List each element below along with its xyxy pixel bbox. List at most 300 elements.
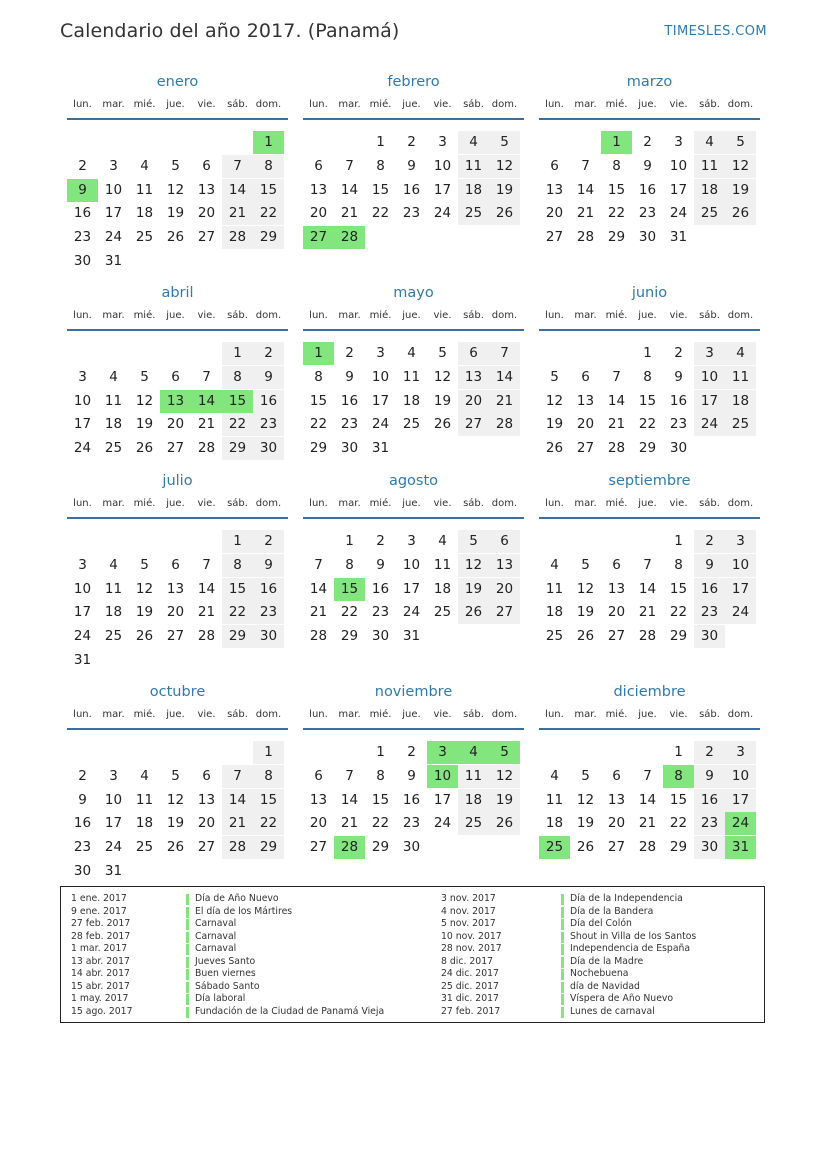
- weekday-header: dom.: [727, 99, 754, 110]
- holiday-marker: [186, 907, 189, 918]
- day-cell: 7: [489, 342, 520, 365]
- day-cell: 14: [222, 179, 253, 202]
- weekday-header: lun.: [309, 310, 328, 321]
- day-cell: 5: [581, 767, 590, 784]
- day-cell: 31: [73, 652, 92, 668]
- day-cell: 5: [489, 131, 520, 154]
- day-cell: 26: [166, 839, 185, 856]
- legend-row: [71, 993, 391, 1006]
- day-cell: 24: [104, 229, 123, 246]
- holiday-date: 31 dic. 2017: [441, 993, 499, 1004]
- weekday-header: sáb.: [463, 99, 484, 110]
- month-diciembre: [539, 684, 760, 874]
- day-cell: 1: [222, 342, 253, 365]
- day-cell: 4: [725, 342, 756, 365]
- day-cell: 29: [309, 440, 328, 457]
- holiday-name: Nochebuena: [570, 968, 629, 979]
- weekday-header: mar.: [338, 99, 361, 110]
- weekday-header: jue.: [638, 709, 657, 720]
- day-cell: 22: [638, 416, 657, 433]
- day-cell: 23: [669, 416, 688, 433]
- day-cell: 22: [340, 604, 359, 621]
- day-cell: 16: [402, 181, 421, 198]
- header-divider: [303, 517, 524, 519]
- day-cell: 21: [222, 202, 253, 225]
- day-cell: 17: [725, 789, 756, 812]
- holiday-marker: [186, 919, 189, 930]
- day-cell: 7: [612, 368, 621, 385]
- day-cell: 23: [73, 229, 92, 246]
- day-cell: 27: [309, 839, 328, 856]
- day-cell: 8: [674, 556, 683, 573]
- weekday-header: dom.: [491, 709, 518, 720]
- holiday-date: 1 ene. 2017: [71, 893, 127, 904]
- holiday-marker: [561, 969, 564, 980]
- day-cell: 20: [489, 578, 520, 601]
- day-cell: 1: [376, 744, 385, 760]
- day-cell: 18: [104, 604, 123, 621]
- day-cell: 2: [345, 345, 354, 361]
- day-cell: 24: [73, 440, 92, 457]
- holiday-name: Jueves Santo: [195, 955, 256, 967]
- day-cell: 13: [197, 181, 216, 198]
- day-cell: 1: [376, 134, 385, 150]
- legend-column-left: [71, 893, 391, 1018]
- holiday-day-cell: 27: [303, 226, 334, 249]
- day-cell: 19: [166, 205, 185, 222]
- day-cell: 8: [314, 368, 323, 385]
- weekday-header: mar.: [338, 498, 361, 509]
- holiday-name: Día de la Madre: [570, 955, 644, 967]
- weekday-header: jue.: [402, 310, 421, 321]
- day-cell: 10: [725, 765, 756, 788]
- weekday-header: lun.: [73, 99, 92, 110]
- weekday-header: jue.: [166, 498, 185, 509]
- holiday-day-cell: 8: [663, 765, 694, 788]
- weekday-header: dom.: [727, 709, 754, 720]
- legend-row: [71, 893, 391, 906]
- day-cell: 27: [197, 229, 216, 246]
- holiday-name: Independencia de España: [570, 943, 691, 954]
- day-cell: 4: [140, 767, 149, 784]
- holiday-date: 3 nov. 2017: [441, 893, 496, 904]
- day-cell: 9: [643, 157, 652, 174]
- day-cell: 3: [78, 556, 87, 573]
- legend-row: [71, 931, 391, 944]
- month-marzo: [539, 74, 760, 264]
- day-cell: 11: [545, 580, 564, 597]
- day-cell: 15: [371, 181, 390, 198]
- day-cell: 22: [253, 202, 284, 225]
- day-cell: 11: [545, 791, 564, 808]
- legend-row: [441, 943, 761, 956]
- day-cell: 11: [135, 181, 154, 198]
- day-cell: 19: [576, 815, 595, 832]
- day-cell: 9: [407, 157, 416, 174]
- weekday-header: jue.: [402, 709, 421, 720]
- legend-row: [71, 918, 391, 931]
- day-cell: 12: [725, 155, 756, 178]
- day-cell: 10: [73, 392, 92, 409]
- weekday-header: vie.: [433, 498, 452, 509]
- holiday-day-cell: 1: [253, 131, 284, 154]
- day-cell: 26: [576, 839, 595, 856]
- day-cell: 23: [694, 812, 725, 835]
- day-cell: 23: [253, 413, 284, 436]
- holiday-day-cell: 1: [601, 131, 632, 154]
- day-cell: 12: [576, 791, 595, 808]
- day-cell: 5: [581, 556, 590, 573]
- day-cell: 12: [489, 155, 520, 178]
- day-cell: 25: [135, 229, 154, 246]
- day-cell: 2: [407, 134, 416, 150]
- legend-row: [441, 931, 761, 944]
- day-cell: 12: [489, 765, 520, 788]
- holiday-name: Carnaval: [195, 943, 237, 954]
- day-cell: 2: [376, 533, 385, 549]
- holiday-day-cell: 15: [222, 390, 253, 413]
- header-divider: [303, 728, 524, 730]
- weekday-header: mar.: [338, 310, 361, 321]
- weekday-header: mar.: [574, 310, 597, 321]
- day-cell: 31: [669, 229, 688, 246]
- weekday-header: lun.: [73, 709, 92, 720]
- holiday-date: 8 dic. 2017: [441, 955, 494, 967]
- day-cell: 6: [458, 342, 489, 365]
- day-cell: 7: [314, 556, 323, 573]
- day-cell: 11: [104, 580, 123, 597]
- holiday-name: Día del Colón: [570, 918, 632, 929]
- holiday-day-cell: 24: [725, 812, 756, 835]
- day-cell: 31: [104, 253, 123, 269]
- day-cell: 18: [433, 580, 452, 597]
- day-cell: 14: [489, 366, 520, 389]
- day-cell: 29: [253, 836, 284, 859]
- day-cell: 12: [135, 580, 154, 597]
- holiday-date: 15 abr. 2017: [71, 980, 130, 992]
- day-cell: 9: [694, 554, 725, 577]
- day-cell: 15: [669, 791, 688, 808]
- day-cell: 21: [638, 815, 657, 832]
- holiday-day-cell: 25: [539, 836, 570, 859]
- day-cell: 10: [725, 554, 756, 577]
- weekday-header: lun.: [73, 310, 92, 321]
- day-cell: 24: [433, 205, 452, 222]
- weekday-header: mié.: [133, 709, 156, 720]
- legend-column-right: [441, 893, 761, 1018]
- legend-row: [441, 981, 761, 994]
- weekday-header: mié.: [369, 498, 392, 509]
- weekday-header: sáb.: [227, 498, 248, 509]
- day-cell: 30: [694, 625, 725, 648]
- day-cell: 8: [376, 767, 385, 784]
- day-cell: 4: [140, 157, 149, 174]
- day-cell: 20: [607, 604, 626, 621]
- day-cell: 5: [725, 131, 756, 154]
- holiday-date: 25 dic. 2017: [441, 980, 499, 992]
- day-cell: 23: [638, 205, 657, 222]
- day-cell: 3: [78, 368, 87, 385]
- holiday-name: El día de los Mártires: [195, 905, 293, 917]
- day-cell: 3: [674, 134, 683, 150]
- day-cell: 19: [489, 179, 520, 202]
- weekday-header: mar.: [102, 498, 125, 509]
- day-cell: 21: [489, 390, 520, 413]
- day-cell: 15: [222, 578, 253, 601]
- weekday-header: vie.: [197, 498, 216, 509]
- day-cell: 2: [78, 157, 87, 174]
- day-cell: 17: [104, 815, 123, 832]
- day-cell: 17: [73, 604, 92, 621]
- day-cell: 20: [197, 815, 216, 832]
- day-cell: 28: [638, 839, 657, 856]
- day-cell: 12: [166, 791, 185, 808]
- holiday-name: Víspera de Año Nuevo: [570, 993, 674, 1004]
- header-divider: [303, 329, 524, 331]
- weekday-header: vie.: [669, 498, 688, 509]
- day-cell: 18: [458, 179, 489, 202]
- day-cell: 27: [197, 839, 216, 856]
- day-cell: 6: [314, 767, 323, 784]
- day-cell: 27: [607, 628, 626, 645]
- day-cell: 14: [638, 791, 657, 808]
- weekday-header: sáb.: [227, 310, 248, 321]
- header-divider: [67, 118, 288, 120]
- day-cell: 28: [222, 836, 253, 859]
- day-cell: 19: [135, 416, 154, 433]
- legend-row: [71, 956, 391, 969]
- day-cell: 12: [135, 392, 154, 409]
- holiday-name: Fundación de la Ciudad de Panamá Vieja: [195, 1005, 385, 1017]
- holiday-marker: [186, 932, 189, 943]
- day-cell: 26: [135, 628, 154, 645]
- day-cell: 29: [222, 625, 253, 648]
- holiday-day-cell: 28: [334, 836, 365, 859]
- header-divider: [539, 517, 760, 519]
- day-cell: 14: [197, 580, 216, 597]
- day-cell: 18: [545, 604, 564, 621]
- holiday-day-cell: 3: [427, 741, 458, 764]
- day-cell: 30: [340, 440, 359, 457]
- day-cell: 8: [376, 157, 385, 174]
- holiday-date: 10 nov. 2017: [441, 930, 502, 942]
- legend-row: [441, 906, 761, 919]
- day-cell: 29: [253, 226, 284, 249]
- day-cell: 3: [725, 530, 756, 553]
- day-cell: 24: [73, 628, 92, 645]
- day-cell: 29: [340, 628, 359, 645]
- weekday-header: jue.: [402, 99, 421, 110]
- day-cell: 16: [638, 181, 657, 198]
- day-cell: 20: [576, 416, 595, 433]
- holiday-day-cell: 13: [160, 390, 191, 413]
- month-mayo: [303, 285, 524, 475]
- holiday-marker: [561, 919, 564, 930]
- day-cell: 26: [725, 202, 756, 225]
- legend-row: [441, 956, 761, 969]
- weekday-header: sáb.: [463, 498, 484, 509]
- day-cell: 29: [669, 839, 688, 856]
- holiday-marker: [561, 932, 564, 943]
- weekday-header: dom.: [727, 310, 754, 321]
- day-cell: 2: [253, 342, 284, 365]
- day-cell: 13: [607, 791, 626, 808]
- day-cell: 21: [340, 205, 359, 222]
- weekday-header: jue.: [638, 99, 657, 110]
- day-cell: 10: [104, 791, 123, 808]
- weekday-header: mié.: [133, 310, 156, 321]
- day-cell: 18: [135, 205, 154, 222]
- day-cell: 17: [371, 392, 390, 409]
- day-cell: 12: [166, 181, 185, 198]
- day-cell: 30: [638, 229, 657, 246]
- day-cell: 13: [545, 181, 564, 198]
- day-cell: 25: [545, 628, 564, 645]
- weekday-header: dom.: [255, 709, 282, 720]
- month-name: noviembre: [374, 684, 453, 700]
- legend-row: [441, 893, 761, 906]
- day-cell: 23: [402, 205, 421, 222]
- day-cell: 22: [669, 604, 688, 621]
- month-name: marzo: [626, 74, 673, 90]
- day-cell: 5: [140, 368, 149, 385]
- day-cell: 8: [253, 765, 284, 788]
- weekday-header: lun.: [545, 498, 564, 509]
- holiday-marker: [186, 969, 189, 980]
- page-title: Calendario del año 2017. (Panamá): [60, 20, 400, 42]
- day-cell: 18: [458, 789, 489, 812]
- day-cell: 24: [725, 601, 756, 624]
- day-cell: 14: [340, 181, 359, 198]
- day-cell: 1: [253, 741, 284, 764]
- day-cell: 28: [197, 628, 216, 645]
- weekday-header: jue.: [166, 99, 185, 110]
- day-cell: 29: [638, 440, 657, 457]
- day-cell: 5: [140, 556, 149, 573]
- holiday-marker: [561, 944, 564, 955]
- month-name: diciembre: [613, 684, 686, 700]
- day-cell: 18: [104, 416, 123, 433]
- day-cell: 27: [489, 601, 520, 624]
- weekday-header: mar.: [102, 99, 125, 110]
- day-cell: 7: [643, 556, 652, 573]
- day-cell: 10: [694, 366, 725, 389]
- month-name: febrero: [387, 74, 440, 90]
- day-cell: 24: [669, 205, 688, 222]
- day-cell: 16: [253, 578, 284, 601]
- day-cell: 1: [345, 533, 354, 549]
- day-cell: 19: [545, 416, 564, 433]
- day-cell: 18: [135, 815, 154, 832]
- day-cell: 7: [202, 368, 211, 385]
- day-cell: 18: [545, 815, 564, 832]
- holiday-date: 24 dic. 2017: [441, 968, 499, 979]
- day-cell: 6: [612, 556, 621, 573]
- holiday-date: 27 feb. 2017: [441, 1005, 501, 1017]
- day-cell: 7: [222, 765, 253, 788]
- day-cell: 7: [345, 767, 354, 784]
- weekday-header: dom.: [255, 310, 282, 321]
- day-cell: 14: [222, 789, 253, 812]
- day-cell: 9: [78, 791, 87, 808]
- day-cell: 13: [458, 366, 489, 389]
- holiday-marker: [186, 944, 189, 955]
- day-cell: 12: [458, 554, 489, 577]
- legend-row: [71, 968, 391, 981]
- day-cell: 15: [253, 179, 284, 202]
- month-agosto: [303, 473, 524, 663]
- day-cell: 5: [438, 345, 447, 361]
- day-cell: 30: [669, 440, 688, 457]
- day-cell: 13: [309, 791, 328, 808]
- day-cell: 17: [725, 578, 756, 601]
- weekday-header: dom.: [255, 99, 282, 110]
- day-cell: 22: [669, 815, 688, 832]
- holiday-date: 14 abr. 2017: [71, 968, 130, 979]
- day-cell: 26: [458, 601, 489, 624]
- holiday-date: 9 ene. 2017: [71, 905, 127, 917]
- holiday-name: Buen viernes: [195, 968, 256, 979]
- day-cell: 13: [197, 791, 216, 808]
- day-cell: 14: [340, 791, 359, 808]
- weekday-header: dom.: [491, 310, 518, 321]
- weekday-header: vie.: [433, 709, 452, 720]
- weekday-header: sáb.: [227, 709, 248, 720]
- weekday-header: sáb.: [463, 310, 484, 321]
- header-divider: [67, 329, 288, 331]
- holiday-date: 28 feb. 2017: [71, 930, 131, 942]
- holiday-day-cell: 9: [67, 179, 98, 202]
- day-cell: 12: [433, 368, 452, 385]
- day-cell: 6: [314, 157, 323, 174]
- weekday-header: vie.: [669, 709, 688, 720]
- weekday-header: vie.: [433, 99, 452, 110]
- header-divider: [67, 517, 288, 519]
- weekday-header: mar.: [574, 99, 597, 110]
- day-cell: 25: [104, 440, 123, 457]
- weekday-header: mié.: [133, 99, 156, 110]
- day-cell: 3: [694, 342, 725, 365]
- day-cell: 8: [612, 157, 621, 174]
- day-cell: 24: [694, 413, 725, 436]
- month-name: junio: [631, 285, 668, 301]
- day-cell: 17: [73, 416, 92, 433]
- header-divider: [303, 118, 524, 120]
- legend-row: [71, 906, 391, 919]
- day-cell: 8: [222, 554, 253, 577]
- day-cell: 20: [166, 604, 185, 621]
- day-cell: 23: [340, 416, 359, 433]
- brand-link[interactable]: TIMESLES.COM: [664, 24, 767, 39]
- weekday-header: mié.: [369, 310, 392, 321]
- holiday-date: 1 may. 2017: [71, 993, 129, 1004]
- day-cell: 15: [607, 181, 626, 198]
- holiday-day-cell: 28: [334, 226, 365, 249]
- weekday-header: mié.: [369, 99, 392, 110]
- day-cell: 15: [309, 392, 328, 409]
- day-cell: 4: [407, 345, 416, 361]
- day-cell: 11: [458, 155, 489, 178]
- weekday-header: lun.: [309, 99, 328, 110]
- day-cell: 8: [253, 155, 284, 178]
- day-cell: 3: [407, 533, 416, 549]
- day-cell: 30: [253, 437, 284, 460]
- day-cell: 24: [433, 815, 452, 832]
- day-cell: 20: [166, 416, 185, 433]
- day-cell: 18: [402, 392, 421, 409]
- day-cell: 23: [73, 839, 92, 856]
- day-cell: 11: [104, 392, 123, 409]
